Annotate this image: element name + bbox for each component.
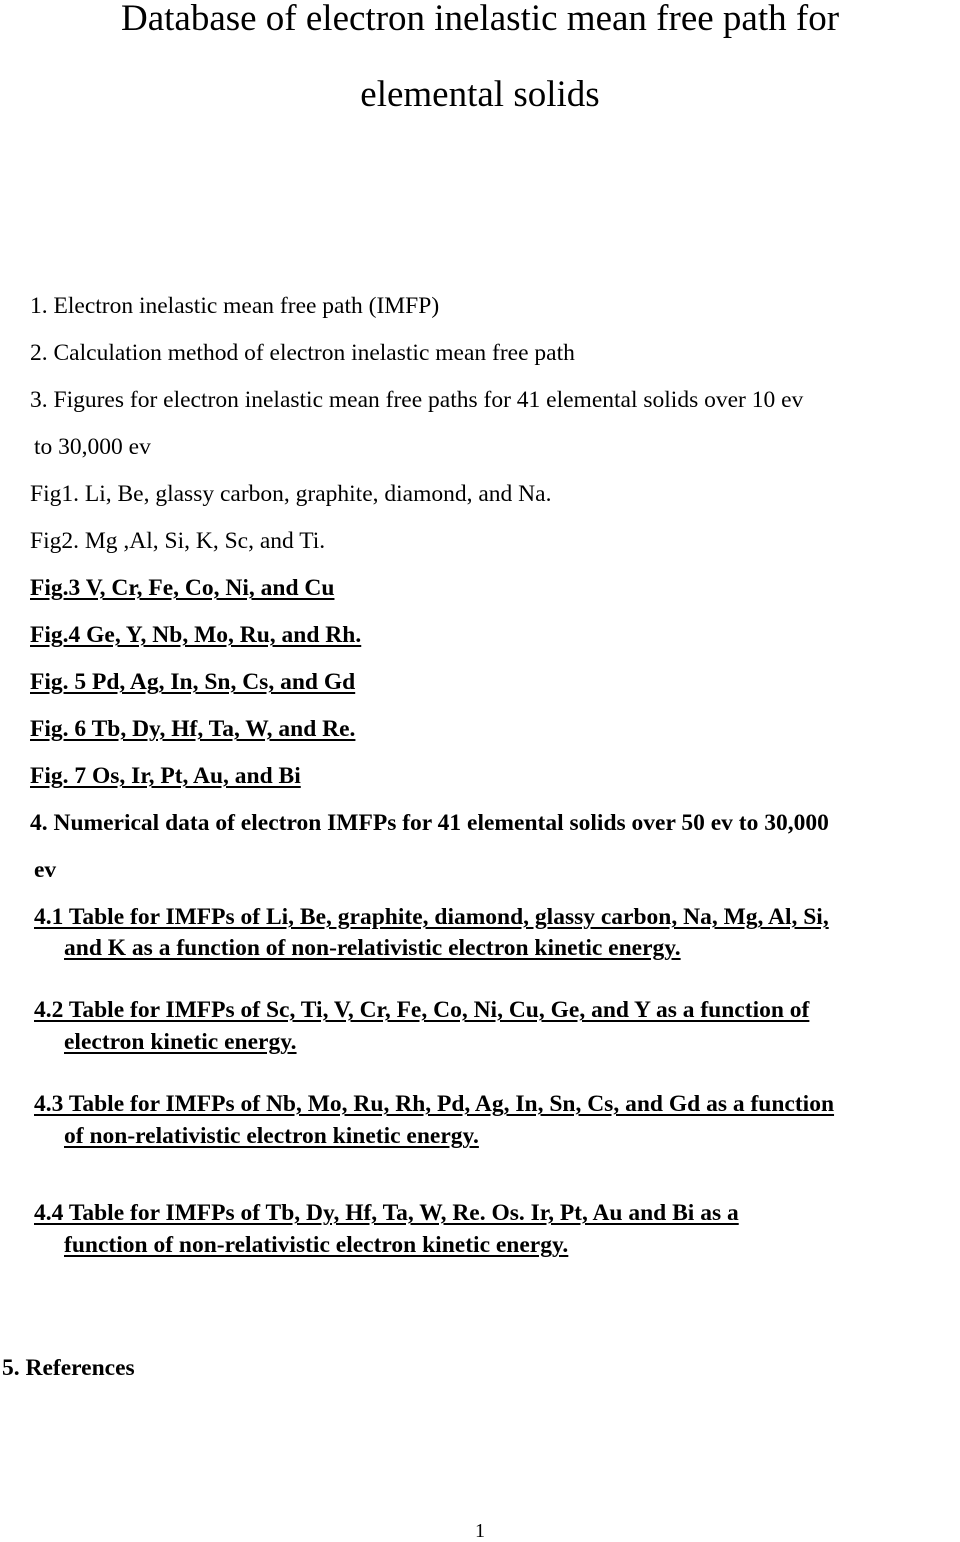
document-title-line-1: Database of electron inelastic mean free path for — [120, 0, 840, 39]
toc-figure-4[interactable]: Fig.4 Ge, Y, Nb, Mo, Ru, and Rh. — [30, 622, 362, 648]
toc-table-4-4-line-1[interactable]: 4.4 Table for IMFPs of Tb, Dy, Hf, Ta, W, Re. Os. Ir, Pt, Au and Bi as a — [34, 1200, 739, 1226]
toc-section-4-line-1: 4. Numerical data of electron IMFPs for 41 elemental solids over 50 ev to 30,000 — [30, 810, 829, 836]
toc-table-4-1-line-2[interactable]: and K as a function of non-relativistic electron kinetic energy. — [64, 935, 681, 961]
toc-section-3-line-2: to 30,000 ev — [34, 434, 151, 460]
toc-figure-5[interactable]: Fig. 5 Pd, Ag, In, Sn, Cs, and Gd — [30, 669, 356, 695]
toc-section-4-line-2: ev — [34, 857, 57, 883]
toc-figure-7[interactable]: Fig. 7 Os, Ir, Pt, Au, and Bi — [30, 763, 301, 789]
toc-figure-2: Fig2. Mg ,Al, Si, K, Sc, and Ti. — [30, 528, 326, 554]
toc-table-4-4-line-2[interactable]: function of non-relativistic electron kinetic energy. — [64, 1232, 569, 1258]
toc-section-1: 1. Electron inelastic mean free path (IMFP) — [30, 293, 440, 319]
toc-table-4-1-line-1[interactable]: 4.1 Table for IMFPs of Li, Be, graphite, diamond, glassy carbon, Na, Mg, Al, Si, — [34, 904, 829, 930]
toc-figure-6[interactable]: Fig. 6 Tb, Dy, Hf, Ta, W, and Re. — [30, 716, 356, 742]
toc-figure-1: Fig1. Li, Be, glassy carbon, graphite, diamond, and Na. — [30, 481, 552, 507]
page-number: 1 — [475, 1520, 485, 1542]
toc-table-4-2-line-2[interactable]: electron kinetic energy. — [64, 1029, 297, 1055]
toc-table-4-3-line-2[interactable]: of non-relativistic electron kinetic energy. — [64, 1123, 479, 1149]
toc-section-5: 5. References — [2, 1355, 135, 1381]
toc-table-4-2-line-1[interactable]: 4.2 Table for IMFPs of Sc, Ti, V, Cr, Fe, Co, Ni, Cu, Ge, and Y as a function of — [34, 997, 810, 1023]
toc-section-3-line-1: 3. Figures for electron inelastic mean free paths for 41 elemental solids over 10 ev — [30, 387, 804, 413]
document-title-line-2: elemental solids — [360, 74, 600, 115]
toc-section-2: 2. Calculation method of electron inelastic mean free path — [30, 340, 575, 366]
toc-figure-3[interactable]: Fig.3 V, Cr, Fe, Co, Ni, and Cu — [30, 575, 335, 601]
toc-table-4-3-line-1[interactable]: 4.3 Table for IMFPs of Nb, Mo, Ru, Rh, Pd, Ag, In, Sn, Cs, and Gd as a function — [34, 1091, 835, 1117]
